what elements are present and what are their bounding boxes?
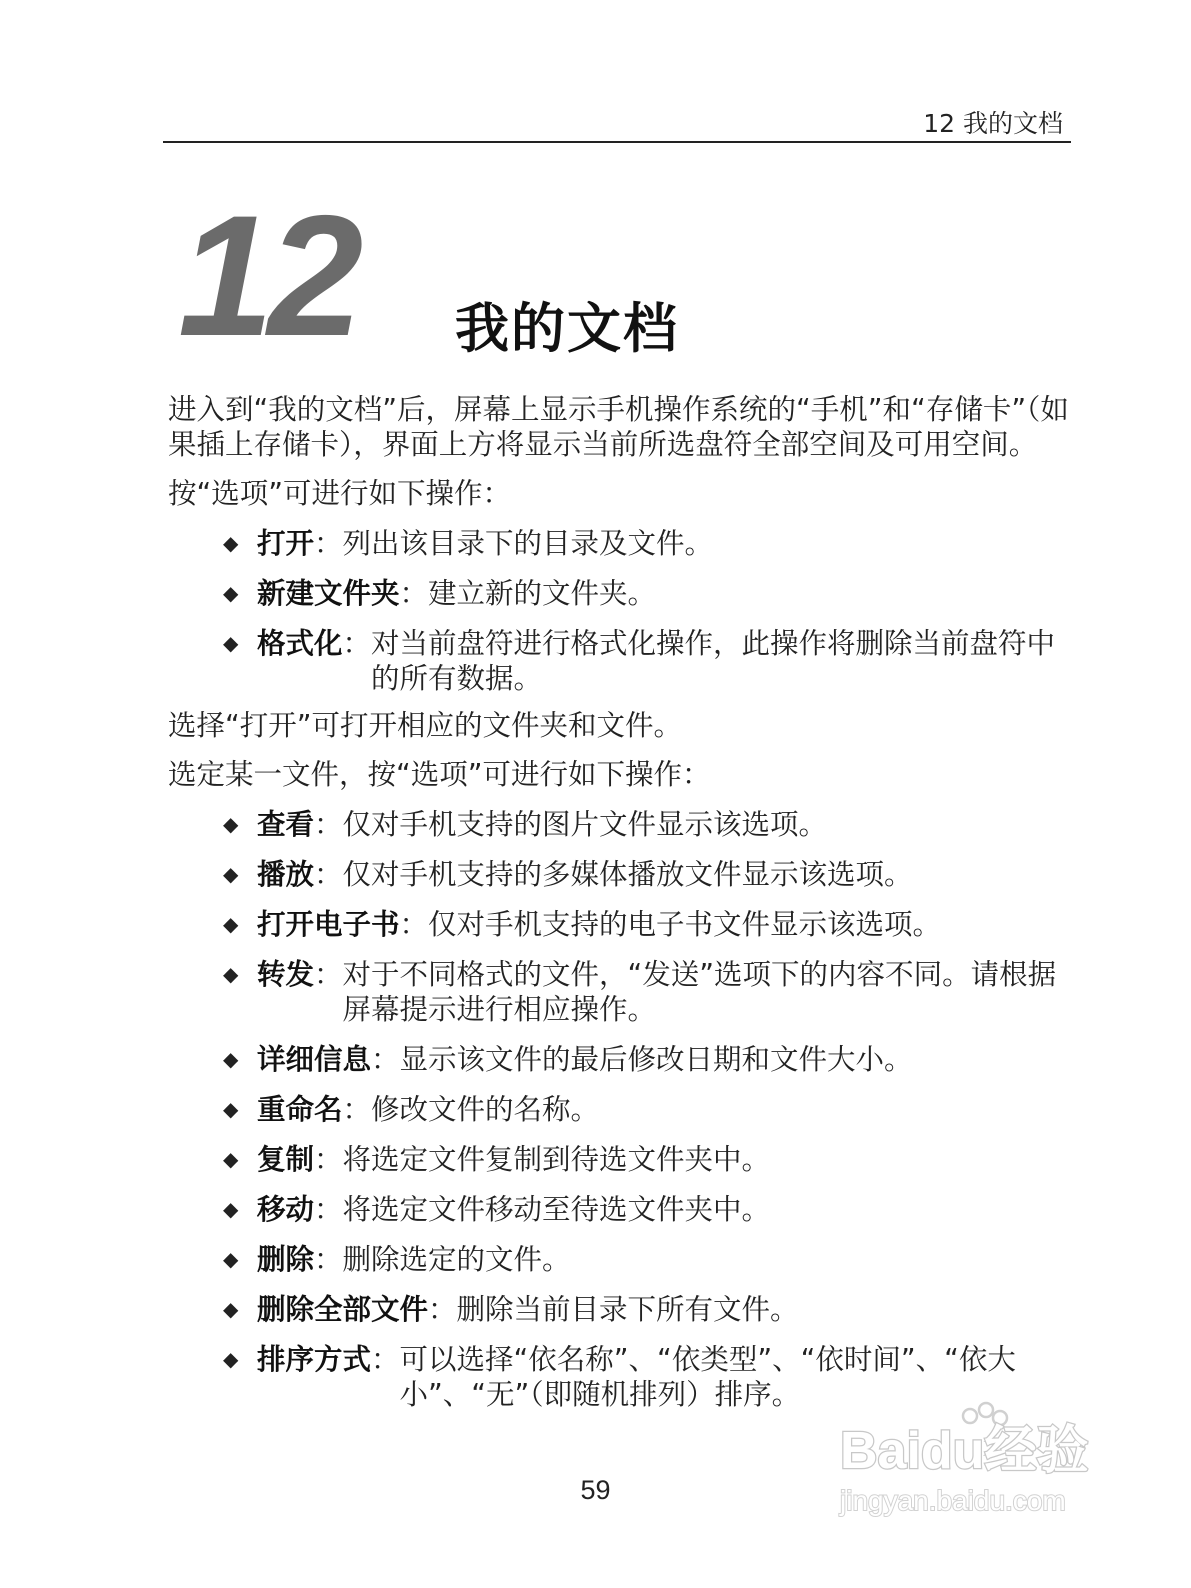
option-description: 将选定文件移动至待选文件夹中。 bbox=[342, 1193, 771, 1226]
option-description: 仅对手机支持的电子书文件显示该选项。 bbox=[428, 908, 942, 941]
option-description: 显示该文件的最后修改日期和文件大小。 bbox=[399, 1043, 913, 1076]
option-term: 新建文件夹 bbox=[257, 577, 400, 610]
list-item bbox=[223, 1342, 1073, 1412]
diamond-bullet-icon: ◆ bbox=[223, 1097, 239, 1121]
option-term: 详细信息 bbox=[257, 1043, 372, 1076]
option-term: 转发 bbox=[257, 958, 315, 991]
option-separator: ： bbox=[371, 1043, 400, 1076]
option-description: 列出该目录下的目录及文件。 bbox=[342, 527, 714, 560]
diamond-bullet-icon: ◆ bbox=[223, 912, 239, 936]
watermark-brand: Baidu经验 bbox=[840, 1422, 1089, 1480]
chapter-title: 我的文档 bbox=[455, 297, 679, 360]
option-separator: ： bbox=[314, 958, 343, 991]
file-options-intro: 选定某一文件，按“选项”可进行如下操作： bbox=[168, 758, 711, 791]
diamond-bullet-icon: ◆ bbox=[223, 862, 239, 886]
option-separator: ： bbox=[314, 1243, 343, 1276]
diamond-bullet-icon: ◆ bbox=[223, 812, 239, 836]
diamond-bullet-icon: ◆ bbox=[223, 962, 239, 986]
list-item bbox=[223, 857, 1073, 892]
chapter-number: 12 bbox=[178, 180, 358, 372]
option-term: 打开电子书 bbox=[257, 908, 400, 941]
diamond-bullet-icon: ◆ bbox=[223, 1247, 239, 1271]
option-description: 将选定文件复制到待选文件夹中。 bbox=[342, 1143, 771, 1176]
body-text bbox=[168, 392, 1073, 1412]
list-item bbox=[223, 957, 1073, 1027]
diamond-bullet-icon: ◆ bbox=[223, 581, 239, 605]
diamond-bullet-icon: ◆ bbox=[223, 1297, 239, 1321]
option-description: 删除选定的文件。 bbox=[342, 1243, 571, 1276]
diamond-bullet-icon: ◆ bbox=[223, 531, 239, 555]
option-description: 仅对手机支持的图片文件显示该选项。 bbox=[342, 808, 828, 841]
option-term: 删除全部文件 bbox=[257, 1293, 429, 1326]
list-item bbox=[223, 1242, 1073, 1277]
option-term: 格式化 bbox=[257, 627, 343, 660]
option-description: 对当前盘符进行格式化操作，此操作将删除当前盘符中的所有数据。 bbox=[371, 627, 1056, 695]
option-description: 可以选择“依名称”、“依类型”、“依时间”、“依大小”、“无”（即随机排列）排序。 bbox=[399, 1343, 1016, 1411]
option-term: 复制 bbox=[257, 1143, 315, 1176]
option-separator: ： bbox=[371, 1343, 400, 1376]
option-separator: ： bbox=[314, 1143, 343, 1176]
baidu-jingyan-watermark bbox=[836, 1398, 1116, 1528]
diamond-bullet-icon: ◆ bbox=[223, 631, 239, 655]
option-term: 删除 bbox=[257, 1243, 315, 1276]
list-item bbox=[223, 1042, 1073, 1077]
option-separator: ： bbox=[314, 858, 343, 891]
diamond-bullet-icon: ◆ bbox=[223, 1197, 239, 1221]
list-item bbox=[223, 1142, 1073, 1177]
list-item bbox=[223, 576, 1073, 611]
option-description: 建立新的文件夹。 bbox=[428, 577, 657, 610]
diamond-bullet-icon: ◆ bbox=[223, 1347, 239, 1371]
option-separator: ： bbox=[314, 1193, 343, 1226]
option-separator: ： bbox=[314, 808, 343, 841]
option-separator: ： bbox=[399, 908, 429, 941]
option-term: 打开 bbox=[257, 527, 315, 560]
folder-options-list bbox=[168, 526, 1073, 696]
options-intro: 按“选项”可进行如下操作： bbox=[168, 477, 512, 510]
option-term: 移动 bbox=[257, 1193, 315, 1226]
option-separator: ： bbox=[399, 577, 429, 610]
option-term: 播放 bbox=[257, 858, 315, 891]
option-term: 查看 bbox=[257, 808, 315, 841]
intro-paragraph: 进入到“我的文档”后，屏幕上显示手机操作系统的“手机”和“存储卡”（如果插上存储卡），界面上方将显示当前所选盘符全部空间及可用空间。 bbox=[168, 393, 1069, 461]
diamond-bullet-icon: ◆ bbox=[223, 1147, 239, 1171]
option-term: 重命名 bbox=[257, 1093, 343, 1126]
option-term: 排序方式 bbox=[257, 1343, 372, 1376]
page-number: 59 bbox=[580, 1475, 611, 1505]
header-rule bbox=[163, 141, 1071, 143]
list-item bbox=[223, 626, 1073, 696]
diamond-bullet-icon: ◆ bbox=[223, 1047, 239, 1071]
watermark-url: jingyan.baidu.com bbox=[840, 1485, 1066, 1516]
list-item bbox=[223, 1192, 1073, 1227]
running-head: 12 我的文档 bbox=[923, 109, 1063, 138]
option-separator: ： bbox=[342, 1093, 372, 1126]
option-description: 仅对手机支持的多媒体播放文件显示该选项。 bbox=[342, 858, 913, 891]
option-description: 对于不同格式的文件，“发送”选项下的内容不同。请根据屏幕提示进行相应操作。 bbox=[342, 958, 1057, 1026]
option-separator: ： bbox=[342, 627, 372, 660]
list-item bbox=[223, 1292, 1073, 1327]
file-options-list bbox=[168, 807, 1073, 1412]
open-paragraph: 选择“打开”可打开相应的文件夹和文件。 bbox=[168, 709, 683, 742]
option-separator: ： bbox=[314, 527, 343, 560]
list-item bbox=[223, 907, 1073, 942]
option-description: 删除当前目录下所有文件。 bbox=[456, 1293, 799, 1326]
list-item bbox=[223, 526, 1073, 561]
option-separator: ： bbox=[428, 1293, 457, 1326]
option-description: 修改文件的名称。 bbox=[371, 1093, 600, 1126]
list-item bbox=[223, 1092, 1073, 1127]
list-item bbox=[223, 807, 1073, 842]
